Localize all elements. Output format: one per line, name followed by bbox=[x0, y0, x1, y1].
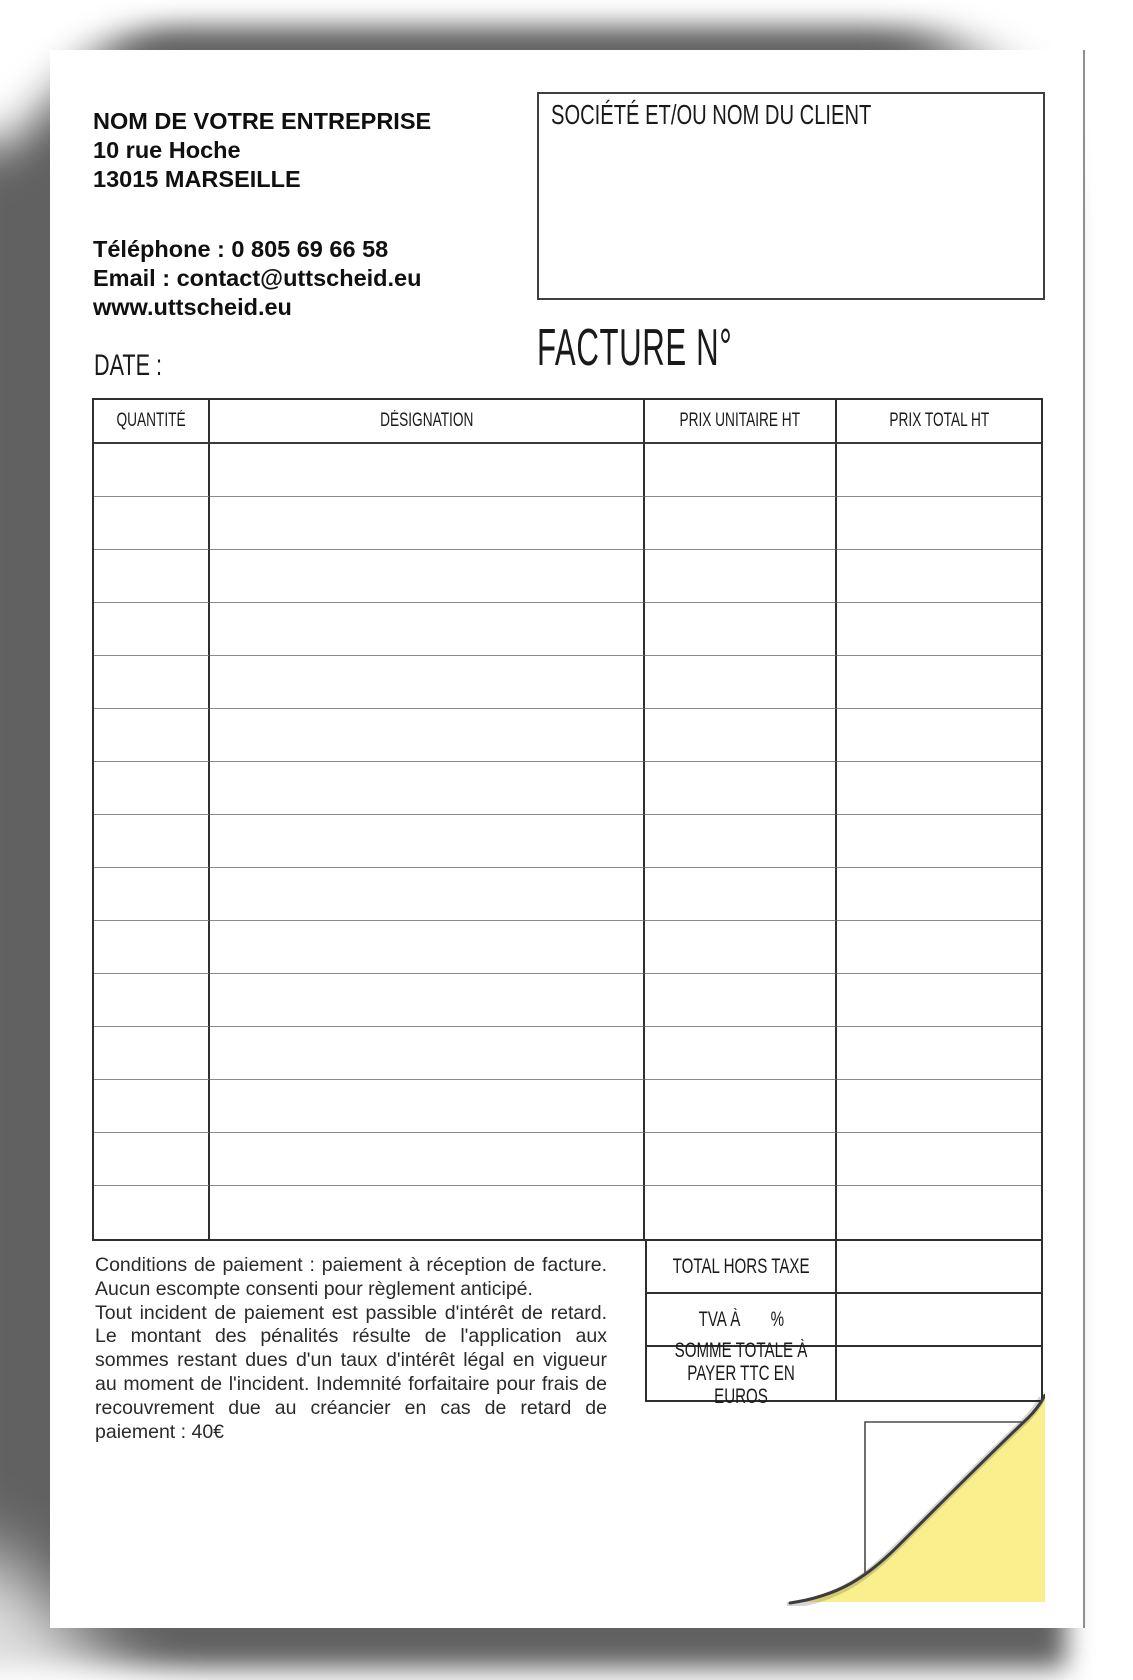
duplicate-sheet-yellow-corner bbox=[790, 1395, 1045, 1603]
totals-grid bbox=[645, 1239, 1043, 1409]
table-cell-empty bbox=[837, 709, 1041, 762]
table-cell-empty bbox=[94, 497, 210, 550]
table-cell-empty bbox=[645, 709, 837, 762]
invoice-page bbox=[50, 50, 1085, 1628]
company-block bbox=[93, 107, 431, 322]
table-cell-empty bbox=[837, 497, 1041, 550]
table-cell-empty bbox=[837, 868, 1041, 921]
table-cell-empty bbox=[210, 550, 645, 603]
table-cell-empty bbox=[645, 550, 837, 603]
table-cell-empty bbox=[94, 709, 210, 762]
table-cell-empty bbox=[210, 815, 645, 868]
totals-label: TOTAL HORS TAXE bbox=[647, 1241, 837, 1294]
table-cell-empty bbox=[837, 815, 1041, 868]
table-cell-empty bbox=[837, 1186, 1041, 1239]
table-cell-empty bbox=[94, 815, 210, 868]
table-cell-empty bbox=[210, 1080, 645, 1133]
table-cell-empty bbox=[837, 762, 1041, 815]
table-cell-empty bbox=[210, 1133, 645, 1186]
table-cell-empty bbox=[210, 921, 645, 974]
table-cell-empty bbox=[94, 762, 210, 815]
company-address-line2: 13015 MARSEILLE bbox=[93, 166, 301, 192]
table-cell-empty bbox=[94, 656, 210, 709]
invoice-title: FACTURE N° bbox=[537, 319, 733, 377]
table-cell-empty bbox=[645, 1080, 837, 1133]
column-header-quantite: QUANTITÉ bbox=[94, 400, 210, 444]
table-cell-empty bbox=[94, 1080, 210, 1133]
table-cell-empty bbox=[645, 603, 837, 656]
table-cell-empty bbox=[837, 656, 1041, 709]
table-cell-empty bbox=[210, 1186, 645, 1239]
table-cell-empty bbox=[210, 656, 645, 709]
table-cell-empty bbox=[210, 709, 645, 762]
company-website: www.uttscheid.eu bbox=[93, 294, 292, 320]
table-cell-empty bbox=[94, 974, 210, 1027]
company-address-line1: 10 rue Hoche bbox=[93, 137, 241, 163]
totals-label: TVA À % bbox=[647, 1294, 837, 1347]
column-header-prix-unitaire: PRIX UNITAIRE HT bbox=[645, 400, 837, 444]
table-cell-empty bbox=[94, 550, 210, 603]
table-cell-empty bbox=[645, 444, 837, 497]
totals-value-cell bbox=[837, 1347, 1041, 1400]
table-cell-empty bbox=[837, 974, 1041, 1027]
client-box bbox=[537, 92, 1045, 300]
table-cell-empty bbox=[837, 550, 1041, 603]
table-cell-empty bbox=[837, 1027, 1041, 1080]
table-cell-empty bbox=[837, 603, 1041, 656]
table-cell-empty bbox=[210, 868, 645, 921]
totals-value-cell bbox=[837, 1294, 1041, 1347]
terms-paragraph-1: Conditions de paiement : paiement à réception de facture. Aucun escompte consenti pour règlement anticipé. bbox=[95, 1254, 607, 1300]
table-cell-empty bbox=[645, 921, 837, 974]
table-cell-empty bbox=[94, 868, 210, 921]
table-cell-empty bbox=[210, 497, 645, 550]
company-email: Email : contact@uttscheid.eu bbox=[93, 265, 422, 291]
table-cell-empty bbox=[837, 1133, 1041, 1186]
date-label: DATE : bbox=[94, 349, 163, 382]
items-table bbox=[92, 398, 1043, 1241]
totals-label: SOMME TOTALE À PAYER TTC EN EUROS bbox=[647, 1347, 837, 1400]
table-cell-empty bbox=[645, 1186, 837, 1239]
table-cell-empty bbox=[837, 1080, 1041, 1133]
table-cell-empty bbox=[94, 603, 210, 656]
table-cell-empty bbox=[94, 1186, 210, 1239]
table-cell-empty bbox=[837, 444, 1041, 497]
company-name: NOM DE VOTRE ENTREPRISE bbox=[93, 108, 432, 134]
column-header-designation: DÉSIGNATION bbox=[210, 400, 645, 444]
totals-value-cell bbox=[837, 1241, 1041, 1294]
table-cell-empty bbox=[210, 603, 645, 656]
table-cell-empty bbox=[645, 815, 837, 868]
table-cell-empty bbox=[645, 497, 837, 550]
table-cell-empty bbox=[94, 1133, 210, 1186]
table-cell-empty bbox=[645, 1133, 837, 1186]
table-cell-empty bbox=[94, 1027, 210, 1080]
client-box-label: SOCIÉTÉ ET/OU NOM DU CLIENT bbox=[551, 99, 872, 130]
table-cell-empty bbox=[210, 762, 645, 815]
table-cell-empty bbox=[94, 921, 210, 974]
table-cell-empty bbox=[210, 974, 645, 1027]
table-cell-empty bbox=[645, 868, 837, 921]
table-cell-empty bbox=[210, 1027, 645, 1080]
table-cell-empty bbox=[645, 656, 837, 709]
terms-paragraph-2: Tout incident de paiement est passible d'intérêt de retard. Le montant des pénalités résulte de l'application aux sommes restant dues d'un taux d'intérêt légal en vigueur au moment de l'incident. Indemnité forfaitaire pour frais de recouvrement due au créancier en cas de retard de paiement : 40€ bbox=[95, 1301, 607, 1443]
terms-block bbox=[95, 1254, 607, 1444]
table-cell-empty bbox=[645, 1027, 837, 1080]
table-cell-empty bbox=[94, 444, 210, 497]
page-curl-graphic bbox=[780, 1394, 1045, 1606]
company-phone: Téléphone : 0 805 69 66 58 bbox=[93, 236, 389, 262]
table-cell-empty bbox=[645, 762, 837, 815]
table-cell-empty bbox=[645, 974, 837, 1027]
column-header-prix-total: PRIX TOTAL HT bbox=[837, 400, 1041, 444]
table-cell-empty bbox=[837, 921, 1041, 974]
table-cell-empty bbox=[210, 444, 645, 497]
